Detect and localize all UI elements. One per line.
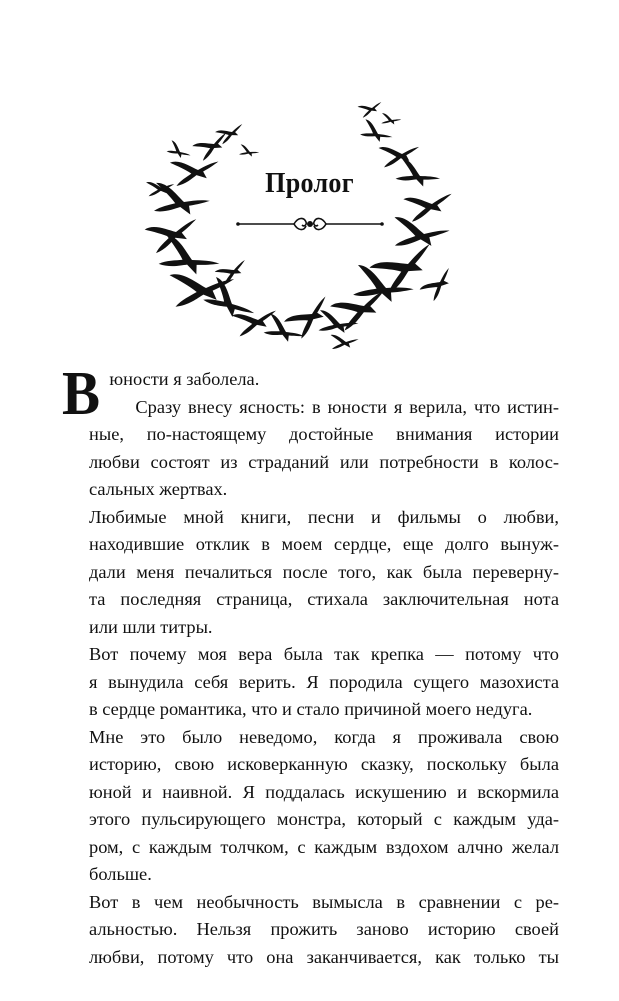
paragraph xyxy=(63,889,559,972)
bird-silhouette xyxy=(419,264,457,302)
text-line: сальных жертвах. xyxy=(89,479,228,499)
text-line: историю, свою исковерканную сказку, поскольку была xyxy=(89,754,559,774)
body-text xyxy=(62,360,559,971)
text-line: дали меня печалиться после того, как была переверну- xyxy=(89,561,559,582)
text-line: Мне это было неведомо, когда я проживала свою xyxy=(89,726,559,747)
paragraph xyxy=(63,641,559,724)
bird-silhouette xyxy=(331,335,359,349)
bird-silhouette xyxy=(392,217,450,250)
text-line: Вот почему моя вера была так крепка — потому что xyxy=(89,644,559,664)
text-line: альностью. Нельзя прожить заново историю своей xyxy=(89,919,559,939)
text-line: этого пульсирующего монстра, который с каждым уда- xyxy=(89,809,559,829)
text-line: или шли титры. xyxy=(89,616,213,637)
text-line: любви состоят из страданий или потребности в колос- xyxy=(89,451,559,472)
bird-silhouette xyxy=(357,98,384,118)
chapter-title: Пролог xyxy=(265,167,354,199)
bird-silhouette xyxy=(359,119,395,147)
bird-silhouette xyxy=(238,144,260,159)
text-line: я вынудила себя верить. Я породила сущего мазохиста xyxy=(89,671,559,692)
drop-cap: В xyxy=(62,360,101,428)
paragraph xyxy=(63,724,559,889)
bird-silhouette xyxy=(145,211,203,254)
text-line: находившие отклик в моем сердце, еще долго вынуж- xyxy=(89,534,559,554)
text-line: юности я заболела. xyxy=(109,369,260,389)
text-line: Сразу внесу ясность: в юности я верила, что истин- xyxy=(135,396,559,417)
text-line: та последняя страница, стихала заключительная нота xyxy=(89,589,559,609)
text-line: ные, по-настоящему достойные внимания истории xyxy=(89,424,559,444)
text-line: Вот в чем необычность вымысла в сравнении с ре- xyxy=(89,891,559,912)
text-line: любви, потому что она заканчивается, как только ты xyxy=(89,946,559,967)
flourish-divider-icon xyxy=(236,213,384,235)
bird-silhouette xyxy=(166,140,193,163)
bird-silhouette xyxy=(380,113,401,126)
paragraph xyxy=(63,504,559,642)
text-line: юной и наивной. Я поддалась искушению и вскормила xyxy=(89,781,559,802)
text-line: в сердце романтика, что и стало причиной моего недуга. xyxy=(89,699,533,719)
paragraph xyxy=(63,394,559,504)
text-line: больше. xyxy=(89,864,152,884)
bird-silhouette xyxy=(379,141,422,168)
text-line: Любимые мной книги, песни и фильмы о любви, xyxy=(89,506,559,527)
text-line: ром, с каждым толчком, с каждым вздохом алчно желал xyxy=(89,836,559,857)
